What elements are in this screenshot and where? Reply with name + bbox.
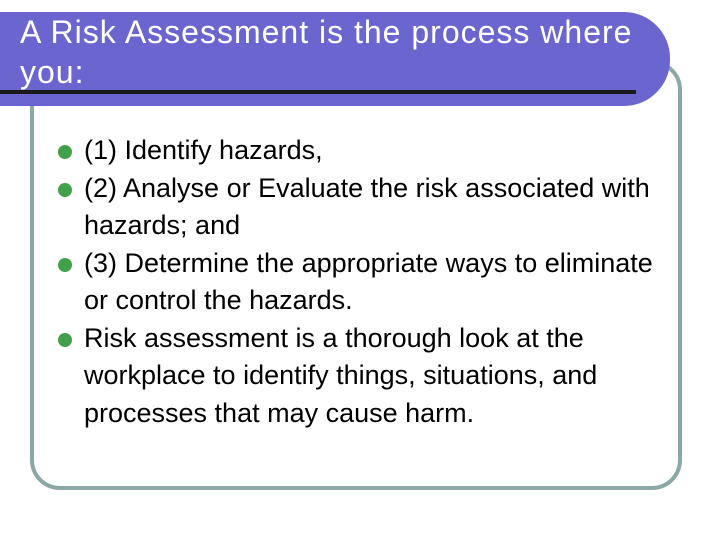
bullet-text: (1) Identify hazards,: [84, 135, 323, 165]
bullet-text: (3) Determine the appropriate ways to eliminate or control the hazards.: [84, 247, 653, 315]
bullet-item-determine: [58, 245, 668, 320]
bullet-dot-icon: [58, 145, 72, 159]
bullet-dot-icon: [58, 258, 72, 272]
bullet-list: [58, 132, 668, 432]
slide-title: A Risk Assessment is the process where you:: [20, 14, 633, 90]
bullet-item-definition: [58, 320, 668, 433]
bullet-dot-icon: [58, 333, 72, 347]
bullet-item-analyse: [58, 170, 668, 245]
bullet-dot-icon: [58, 183, 72, 197]
bullet-text: Risk assessment is a thorough look at the workplace to identify things, situations, and processes that may cause harm.: [84, 322, 598, 428]
bullet-item-identify: [58, 132, 668, 170]
bullet-text: (2) Analyse or Evaluate the risk associated with hazards; and: [84, 172, 650, 240]
